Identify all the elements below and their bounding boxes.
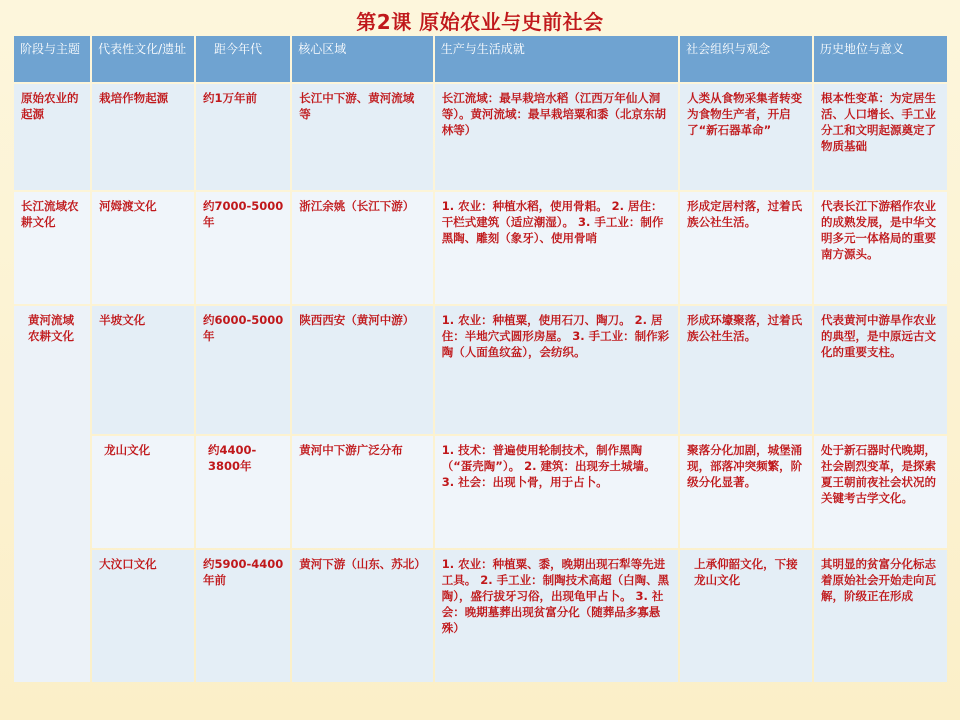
header-significance: 历史地位与意义	[814, 36, 947, 82]
table-row	[14, 550, 947, 682]
cell-culture: 大汶口文化	[92, 550, 194, 682]
cell-age: 约4400-3800年	[196, 436, 290, 548]
cell-achievement: 1. 农业：种植粟，使用石刀、陶刀。 2. 居住：半地穴式圆形房屋。 3. 手工业：制作彩陶（人面鱼纹盆），会纺织。	[435, 306, 678, 434]
cell-region: 长江中下游、黄河流域等	[292, 84, 432, 190]
cell-age: 约5900-4400年前	[196, 550, 290, 682]
cell-society: 形成环壕聚落，过着氏族公社生活。	[680, 306, 812, 434]
table-header-row	[14, 36, 947, 82]
table-row	[14, 306, 947, 434]
page-title: 第2课 原始农业与史前社会	[356, 10, 604, 34]
cell-region: 陕西西安（黄河中游）	[292, 306, 432, 434]
cell-significance: 其明显的贫富分化标志着原始社会开始走向瓦解，阶级正在形成	[814, 550, 947, 682]
header-society: 社会组织与观念	[680, 36, 812, 82]
cell-achievement: 1. 技术：普遍使用轮制技术，制作黑陶（“蛋壳陶”）。 2. 建筑：出现夯土城墙。 3. 社会：出现卜骨，用于占卜。	[435, 436, 678, 548]
cell-significance: 代表黄河中游旱作农业的典型，是中原远古文化的重要支柱。	[814, 306, 947, 434]
header-stage: 阶段与主题	[14, 36, 90, 82]
lesson-table	[12, 34, 949, 684]
cell-culture: 栽培作物起源	[92, 84, 194, 190]
cell-region: 黄河下游（山东、苏北）	[292, 550, 432, 682]
cell-culture: 龙山文化	[92, 436, 194, 548]
cell-stage: 长江流域农耕文化	[14, 192, 90, 304]
header-age: 距今年代	[196, 36, 290, 82]
cell-significance: 处于新石器时代晚期，社会剧烈变革，是探索夏王朝前夜社会状况的关键考古学文化。	[814, 436, 947, 548]
table-row	[14, 84, 947, 190]
cell-significance: 根本性变革：为定居生活、人口增长、手工业分工和文明起源奠定了物质基础	[814, 84, 947, 190]
cell-stage: 黄河流域农耕文化	[14, 306, 90, 682]
cell-achievement: 1. 农业：种植水稻，使用骨耜。 2. 居住：干栏式建筑（适应潮湿）。 3. 手工业：制作黑陶、雕刻（象牙）、使用骨哨	[435, 192, 678, 304]
cell-region: 浙江余姚（长江下游）	[292, 192, 432, 304]
cell-society: 人类从食物采集者转变为食物生产者，开启了“新石器革命”	[680, 84, 812, 190]
cell-age: 约6000-5000年	[196, 306, 290, 434]
cell-stage: 原始农业的起源	[14, 84, 90, 190]
cell-achievement: 长江流域：最早栽培水稻（江西万年仙人洞等）。黄河流域：最早栽培粟和黍（北京东胡林等）	[435, 84, 678, 190]
cell-society: 形成定居村落，过着氏族公社生活。	[680, 192, 812, 304]
cell-region: 黄河中下游广泛分布	[292, 436, 432, 548]
table-row	[14, 192, 947, 304]
cell-age: 约1万年前	[196, 84, 290, 190]
cell-society: 聚落分化加剧，城堡涌现，部落冲突频繁，阶级分化显著。	[680, 436, 812, 548]
cell-significance: 代表长江下游稻作农业的成熟发展，是中华文明多元一体格局的重要南方源头。	[814, 192, 947, 304]
header-culture: 代表性文化/遗址	[92, 36, 194, 82]
cell-age: 约7000-5000年	[196, 192, 290, 304]
cell-achievement: 1. 农业：种植粟、黍，晚期出现石犁等先进工具。 2. 手工业：制陶技术高超（白陶、黑陶），盛行拔牙习俗，出现龟甲占卜。 3. 社会：晚期墓葬出现贫富分化（随葬品多寡悬殊）	[435, 550, 678, 682]
cell-culture: 河姆渡文化	[92, 192, 194, 304]
header-region: 核心区域	[292, 36, 432, 82]
header-achievement: 生产与生活成就	[435, 36, 678, 82]
cell-culture: 半坡文化	[92, 306, 194, 434]
cell-society: 上承仰韶文化，下接龙山文化	[680, 550, 812, 682]
table-row	[14, 436, 947, 548]
